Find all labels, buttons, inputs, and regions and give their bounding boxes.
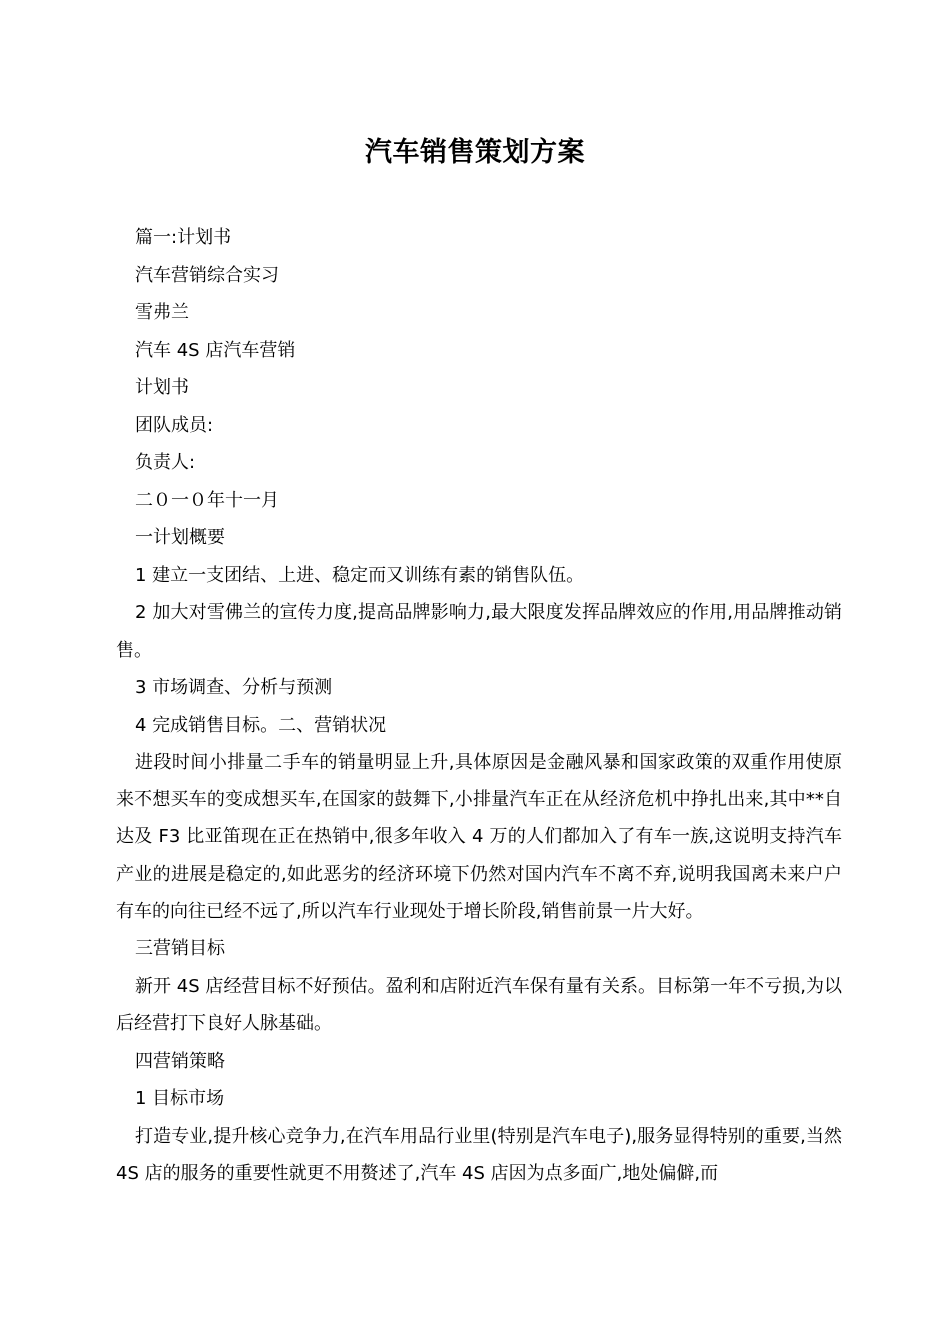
document-body: [116, 219, 842, 1193]
paragraph: 新开 4S 店经营目标不好预估。盈利和店附近汽车保有量有关系。目标第一年不亏损,为以后经营打下良好人脉基础。: [116, 975, 842, 1035]
paragraph: 1 目标市场: [135, 1088, 225, 1110]
section-heading: 一计划概要: [135, 527, 225, 548]
paragraph: 雪弗兰: [135, 302, 189, 323]
paragraph: 打造专业,提升核心竞争力,在汽车用品行业里(特别是汽车电子),服务显得特别的重要,当然 4S 店的服务的重要性就更不用赘述了,汽车 4S 店因为点多面广,地处偏僻,而: [116, 1125, 842, 1185]
section-heading: 四营销策略: [135, 1050, 225, 1072]
paragraph: 汽车营销综合实习: [135, 264, 279, 286]
paragraph: 负责人:: [135, 452, 196, 473]
paragraph: 1 建立一支团结、上进、稳定而又训练有素的销售队伍。: [135, 564, 585, 586]
paragraph: 篇一:计划书: [135, 227, 232, 248]
paragraph: 计划书: [135, 377, 189, 398]
paragraph: 3 市场调查、分析与预测: [135, 677, 333, 698]
paragraph: 2 加大对雪佛兰的宣传力度,提高品牌影响力,最大限度发挥品牌效应的作用,用品牌推动销售。: [116, 602, 842, 661]
paragraph: 进段时间小排量二手车的销量明显上升,具体原因是金融风暴和国家政策的双重作用使原来不想买车的变成想买车,在国家的鼓舞下,小排量汽车正在从经济危机中挣扎出来,其中**自达及 F3 比亚笛现在正在热销中,很多年收入 4 万的人们都加入了有车一族,这说明支持汽车产业的进展是稳定的,如此恶劣的经济环境下仍然对国内汽车不离不弃,说明我国离未来户户有车的向往已经不远了,所以汽车行业现处于增长阶段,销售前景一片大好。: [116, 752, 842, 922]
section-heading: 三营销目标: [135, 938, 225, 960]
document-title: 汽车销售策划方案: [365, 137, 585, 168]
paragraph: 4 完成销售目标。二、营销状况: [135, 714, 387, 736]
paragraph: 二０一０年十一月: [135, 489, 279, 511]
paragraph: 团队成员:: [135, 414, 214, 436]
paragraph: 汽车 4S 店汽车营销: [135, 339, 296, 361]
